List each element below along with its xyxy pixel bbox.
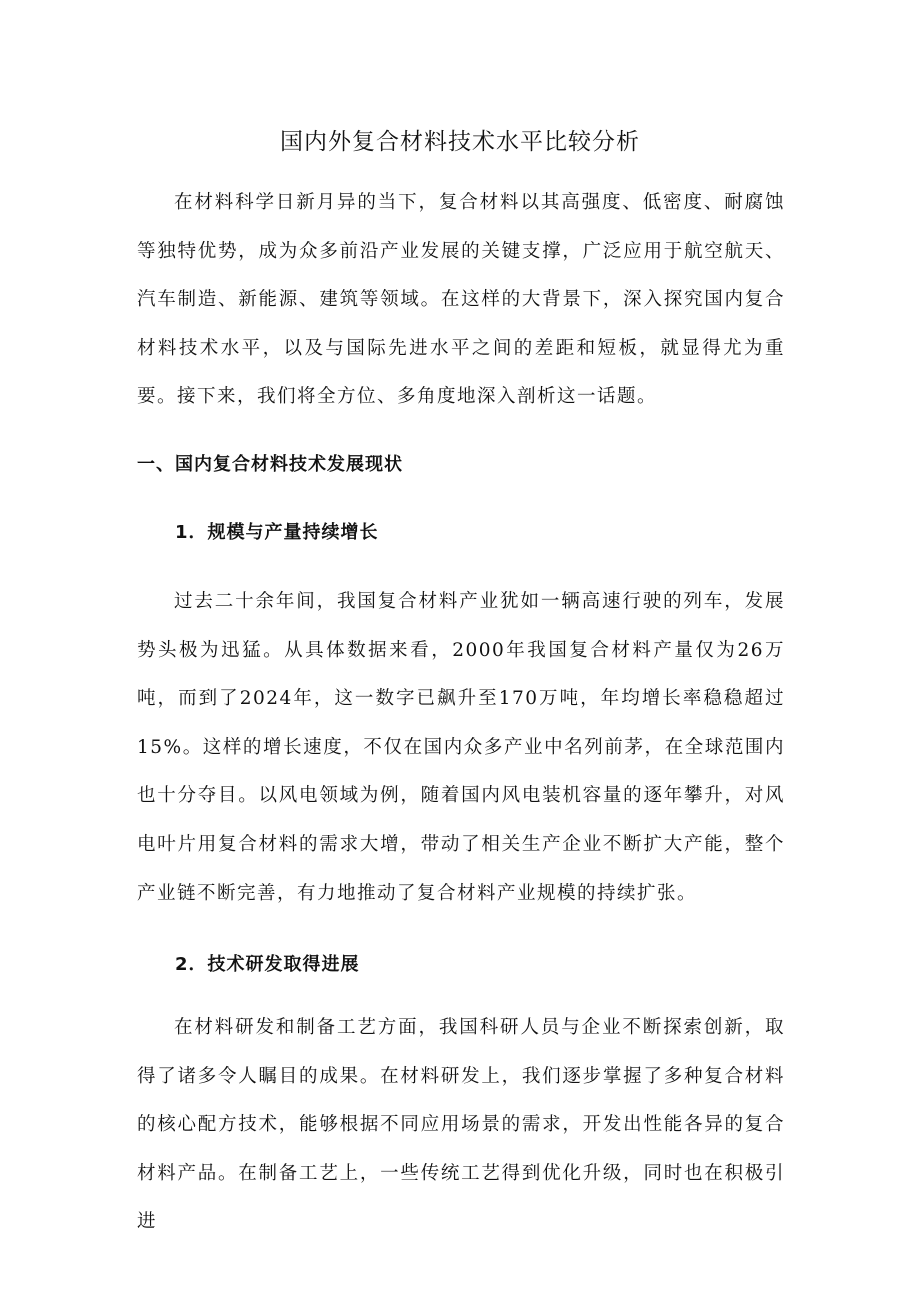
subsection-1-heading: 1．规模与产量持续增长 (175, 522, 379, 543)
section-1-heading: 一、国内复合材料技术发展现状 (137, 454, 403, 475)
subsection-2-paragraph: 在材料研发和制备工艺方面，我国科研人员与企业不断探索创新，取得了诸多令人瞩目的成果。在材料研发上，我们逐步掌握了多种复合材料的核心配方技术，能够根据不同应用场景的需求，开发出性能各异的复合材料产品。在制备工艺上，一些传统工艺得到优化升级，同时也在积极引进 (137, 1017, 785, 1233)
subsection-2-heading: 2．技术研发取得进展 (175, 954, 360, 975)
subsection-1-paragraph: 过去二十余年间，我国复合材料产业犹如一辆高速行驶的列车，发展势头极为迅猛。从具体数据来看，2000年我国复合材料产量仅为26万吨，而到了2024年，这一数字已飙升至170万吨，年均增长率稳稳超过15%。这样的增长速度，不仅在国内众多产业中名列前茅，在全球范围内也十分夺目。以风电领域为例，随着国内风电装机容量的逐年攀升，对风电叶片用复合材料的需求大增，带动了相关生产企业不断扩大产能，整个产业链不断完善，有力地推动了复合材料产业规模的持续扩张。 (137, 591, 785, 904)
intro-paragraph: 在材料科学日新月异的当下，复合材料以其高强度、低密度、耐腐蚀等独特优势，成为众多前沿产业发展的关键支撑，广泛应用于航空航天、汽车制造、新能源、建筑等领域。在这样的大背景下，深入探究国内复合材料技术水平，以及与国际先进水平之间的差距和短板，就显得尤为重要。接下来，我们将全方位、多角度地深入剖析这一话题。 (137, 192, 785, 408)
document-title: 国内外复合材料技术水平比较分析 (280, 129, 640, 155)
